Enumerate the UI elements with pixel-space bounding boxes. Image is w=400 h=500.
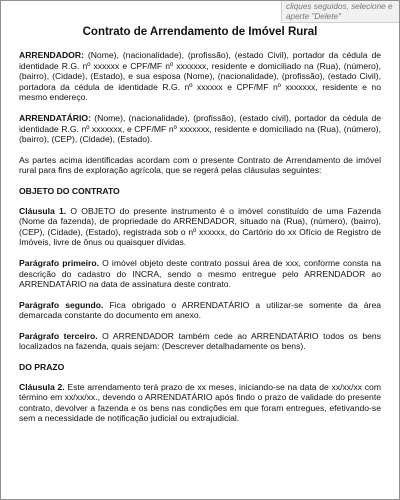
paragraph-intro: As partes acima identificadas acordam com o presente Contrato de Arrendamento de imóvel rural para fins de exploração agrícola, que se regerá pelas cláusulas seguintes: [19,154,381,176]
paragraph-terceiro-text: O ARRENDADOR também cede ao ARRENDATÁRIO todos os bens localizados na fazenda, quais sejam: (Descrever detalhadamente os bens). [19,330,381,352]
paragraph-arrendatario [19,113,381,145]
clause-2-text: Este arrendamento terá prazo de xx meses, iniciando-se na data de xx/xx/xx com término em xx/xx/xx., devendo o ARRENDATÁRIO após findo o prazo de validade do presente contrato, devolver a fazenda e os bens nas condições em que foram entregues, efetivando-se sem a necessidade de notificação judicial ou extrajudicial. [19,381,381,424]
paragraph-segundo-label: Parágrafo segundo. [19,299,104,310]
tooltip-hint [281,1,399,23]
document-body [19,25,381,434]
document-title: Contrato de Arrendamento de Imóvel Rural [82,26,318,38]
tooltip-line-1: cliques seguidos, selecione e [286,2,393,11]
paragraph-arrendador [19,50,381,103]
tooltip-line-2: aperte "Delete" [286,12,341,21]
section-heading-prazo: DO PRAZO [19,362,65,373]
arrendatario-text: (Nome), (nacionalidade), (profissão), (estado civil), portador da cédula de identidade R.G. nº xxxxxxx, e CPF/MF nº xxxxxxx, residente e domiciliado na (Rua), (número), (bairro), (CEP), (Cidade), (Estado). [19,112,381,145]
paragraph-segundo [19,300,381,321]
clause-1-label: Cláusula 1. [19,205,67,216]
clause-1-text: O OBJETO do presente instrumento é o imóvel constituído de uma Fazenda (Nome da fazenda), de propriedade do ARRENDADOR, situado na (Rua), (número), (bairro), (CEP), (Cidade), (Estado), registrada sob o nº xxxxxx, do Cartório do xx Ofício de Registro de Imóveis, livre de ônus ou quaisquer dívidas. [19,205,382,248]
paragraph-primeiro-label: Parágrafo primeiro. [19,257,100,268]
paragraph-segundo-text: Fica obrigado o ARRENDATÁRIO a utilizar-se somente da área demarcada constante do documento em anexo. [19,299,382,321]
paragraph-terceiro [19,331,381,352]
clause-1 [19,206,381,248]
arrendador-label: ARRENDADOR: [19,50,84,60]
section-heading-objeto: OBJETO DO CONTRATO [19,185,120,196]
arrendatario-label: ARRENDATÁRIO: [19,112,91,123]
paragraph-terceiro-label: Parágrafo terceiro. [19,330,98,341]
paragraph-primeiro-text: O imóvel objeto deste contrato possui área de xxx, conforme consta na descrição do cadastro do INCRA, sendo o mesmo entregue pelo ARRENDADOR ao ARRENDATÁRIO na data de assinatura deste contrato. [19,257,381,290]
clause-2 [19,382,381,424]
arrendador-text: (Nome), (nacionalidade), (profissão), (estado Civil), portador da cédula de identidade R.G. nº xxxxxx e CPF/MF nº xxxxxxx, residente e domiciliado na (Rua), (número), (bairro), (Cidade), (Estado), e sua esposa (Nome), (nacionalidade), (profissão), (estado Civil), portadora da cédula de identidade R.G. nº xxxxxx e CPF/MF nº xxxxxxx, residente e no mesmo endereço. [19,50,381,103]
clause-2-label: Cláusula 2. [19,381,65,392]
paragraph-primeiro [19,258,381,290]
